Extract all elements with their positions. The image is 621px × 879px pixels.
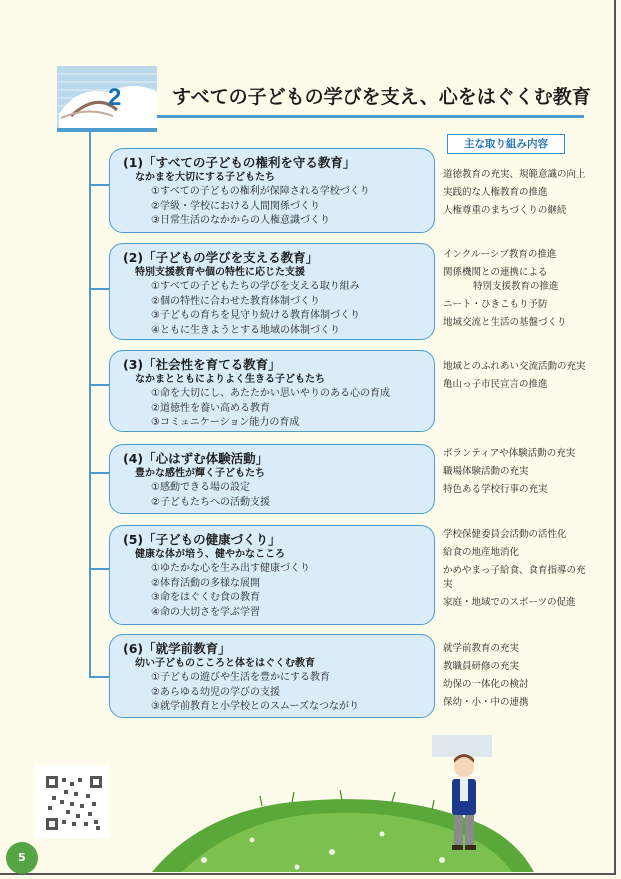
- tree-connector-vertical: [89, 132, 91, 677]
- initiatives-list-4: [443, 447, 589, 501]
- group-item: ③命をはぐくむ食の教育: [151, 592, 260, 604]
- group-item: ③就学前教育と小学校とのスムーズなつながり: [151, 701, 359, 713]
- group-title: (1)「すべての子どもの権利を守る教育」: [123, 155, 356, 170]
- initiatives-list-3: [443, 360, 589, 396]
- tree-connector-2: [89, 288, 111, 290]
- group-item: ①すべての子どもの権利が保障される学校づくり: [151, 186, 370, 197]
- tree-connector-6: [89, 676, 111, 678]
- initiative-item: 特色ある学校行事の充実: [443, 484, 548, 495]
- initiative-item: 人権尊重のまちづくりの継続: [443, 205, 567, 216]
- group-subtitle: 豊かな感性が輝く子どもたち: [135, 468, 265, 479]
- initiatives-list-5: [443, 528, 589, 614]
- page-number-badge: 5: [6, 842, 38, 874]
- initiative-item: ニート・ひきこもり予防: [443, 299, 548, 310]
- grass-hill-illustration: [142, 722, 592, 872]
- initiative-item: 地域とのふれあい交流活動の充実: [443, 361, 586, 372]
- initiative-item: 学校保健委員会活動の活性化: [443, 529, 567, 540]
- group-item: ④ともに生きようとする地域の体制づくり: [151, 324, 340, 336]
- group-title: (3)「社会性を育てる教育」: [123, 357, 281, 372]
- group-box-2: [109, 243, 435, 340]
- group-box-1: [109, 148, 435, 233]
- group-title: (6)「就学前教育」: [123, 641, 231, 656]
- group-box-4: [109, 444, 435, 514]
- group-subtitle: 健康な体が培う、健やかなこころ: [135, 549, 285, 560]
- group-subtitle: なかまを大切にする子どもたち: [135, 172, 275, 183]
- group-title: (2)「子どもの学びを支える教育」: [123, 250, 319, 265]
- group-item: ②個の特性に合わせた教育体制づくり: [151, 295, 320, 307]
- initiative-item: ボランティアや体験活動の充実: [443, 448, 576, 459]
- initiative-item: 関係機関との連携による: [443, 267, 548, 278]
- group-item: ①子どもの遊びや生活を豊かにする教育: [151, 672, 330, 683]
- initiative-item: 給食の地産地消化: [443, 547, 520, 558]
- group-item: ①ゆたかな心を生み出す健康づくり: [151, 563, 310, 574]
- group-item: ③子どもの育ちを見守り続ける教育体制づくり: [151, 310, 360, 322]
- main-initiatives-label: 主な取り組み内容: [447, 134, 565, 154]
- initiative-item: かめやまっ子給食、食育指導の充実: [443, 565, 586, 590]
- title-underline: [157, 115, 584, 118]
- group-item: ③コミュニケーション能力の育成: [151, 417, 300, 429]
- group-item: ②体育活動の多様な展開: [151, 577, 260, 589]
- open-book-illustration: [57, 66, 157, 128]
- tree-connector-1: [89, 184, 111, 186]
- initiative-item: 幼保の一体化の検討: [443, 679, 529, 690]
- section-number: 2: [108, 84, 122, 111]
- group-item: ②道徳性を養い高める教育: [151, 402, 270, 414]
- initiative-item: 特別支援教育の推進: [473, 281, 559, 292]
- group-subtitle: なかまとともによりよく生きる子どもたち: [135, 374, 325, 385]
- initiative-item: 地域交流と生活の基盤づくり: [443, 317, 567, 328]
- group-item: ②学級・学校における人間関係づくり: [151, 200, 320, 212]
- group-title: (4)「心はずむ体験活動」: [123, 451, 269, 466]
- tree-connector-3: [89, 384, 111, 386]
- group-item: ④命の大切さを学ぶ学習: [151, 606, 260, 618]
- initiatives-list-6: [443, 642, 589, 714]
- person-illustration: [432, 735, 492, 855]
- initiatives-list-2: [443, 248, 589, 334]
- group-box-6: [109, 634, 435, 718]
- initiative-item: 教職員研修の充実: [443, 661, 520, 672]
- group-subtitle: 特別支援教育や個の特性に応じた支援: [135, 267, 305, 278]
- group-box-3: [109, 350, 435, 432]
- group-item: ②あらゆる幼児の学びの支援: [151, 686, 280, 698]
- initiatives-list-1: [443, 168, 589, 222]
- initiative-item: 家庭・地域でのスポーツの促進: [443, 597, 576, 608]
- initiative-item: 実践的な人権教育の推進: [443, 187, 548, 198]
- tree-connector-5: [89, 568, 111, 570]
- group-box-5: [109, 525, 435, 625]
- page-title: すべての子どもの学びを支え、心をはぐくむ教育: [172, 86, 591, 108]
- group-item: ③日常生活のなかからの人権意識づくり: [151, 215, 330, 227]
- group-title: (5)「子どもの健康づくり」: [123, 532, 281, 547]
- initiative-item: インクルーシブ教育の推進: [443, 249, 557, 260]
- group-item: ②子どもたちへの活動支援: [151, 496, 270, 508]
- initiative-item: 亀山っ子市民宣言の推進: [443, 379, 548, 390]
- qr-code-icon[interactable]: [46, 776, 102, 830]
- book-underline: [57, 128, 157, 132]
- initiative-item: 道徳教育の充実、規範意識の向上: [443, 169, 586, 180]
- group-item: ①命を大切にし、あたたかい思いやりのある心の育成: [151, 388, 390, 399]
- initiative-item: 保幼・小・中の連携: [443, 697, 529, 708]
- initiative-item: 就学前教育の充実: [443, 643, 520, 654]
- tree-connector-4: [89, 472, 111, 474]
- group-item: ①感動できる場の設定: [151, 482, 250, 493]
- initiative-item: 職場体験活動の充実: [443, 466, 529, 477]
- group-subtitle: 幼い子どものこころと体をはぐくむ教育: [135, 658, 315, 669]
- group-item: ①すべての子どもたちの学びを支える取り組み: [151, 281, 360, 292]
